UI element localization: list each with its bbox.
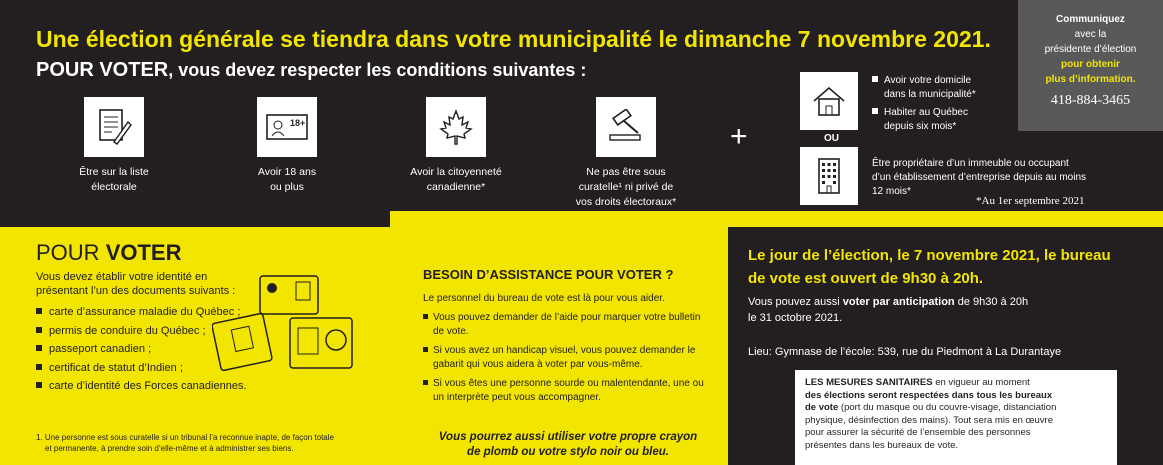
advance-strong: voter par anticipation: [842, 296, 955, 308]
condition-voter-list: [44, 97, 184, 195]
sanit-text: pour assurer la sécurité de l’ensemble des personnes: [805, 427, 1031, 438]
sanit-strong: des élections seront respectées dans tous les bureaux: [805, 389, 1053, 401]
condition-line: curatelle¹ ni privé de: [578, 181, 674, 193]
condition-line: ou plus: [270, 181, 304, 193]
list-item: passeport canadien ;: [36, 340, 247, 359]
condition-line: Avoir la citoyenneté: [410, 166, 502, 178]
list-item: Si vous avez un handicap visuel, vous pouvez demander le gabarit qui vous aidera à voter par vous-même.: [423, 344, 713, 371]
list-item: Si vous êtes une personne sourde ou malentendante, une ou un interprète peut vous accompagner.: [423, 377, 713, 404]
footnote-curatelle: [36, 432, 334, 454]
sanit-strong: LES MESURES SANITAIRES: [805, 377, 933, 388]
condition-line: Être sur la liste: [79, 166, 149, 178]
owner-line: d’un établissement d’entreprise depuis au moins: [872, 172, 1087, 183]
subhead-strong: POUR VOTER: [36, 59, 169, 81]
owner-line: 12 mois*: [872, 186, 911, 197]
condition-line: canadienne*: [426, 181, 486, 193]
pour-voter-intro: [36, 270, 235, 298]
residence-line: Avoir votre domicile: [884, 75, 972, 86]
or-label: OU: [824, 133, 839, 144]
list-item: certificat de statut d’Indien ;: [36, 359, 247, 378]
residence-line: Habiter au Québec: [884, 107, 968, 118]
list-item: carte d’assurance maladie du Québec ;: [36, 303, 247, 322]
note-line: Vous pourrez aussi utiliser votre propre crayon: [438, 431, 698, 443]
id-18-icon: [257, 97, 317, 157]
condition-rights: [556, 97, 696, 210]
contact-line: pour obtenir: [1061, 59, 1120, 70]
assistance-intro: Le personnel du bureau de vote est là pour vous aider.: [423, 293, 665, 304]
note-line: de plomb ou votre stylo noir ou bleu.: [467, 446, 669, 458]
sanit-text: en vigueur au moment: [932, 377, 1030, 388]
list-item: Vous pouvez demander de l’aide pour marquer votre bulletin de vote.: [423, 311, 713, 338]
heading-line: Le jour de l’élection, le 7 novembre 2021, le bureau: [748, 247, 1111, 264]
sanit-text: physique, désinfection des mains). Tout sera mis en œuvre: [805, 414, 1053, 426]
condition-citizenship: [386, 97, 526, 195]
title-part: POUR: [36, 240, 106, 265]
intro-line: présentant l’un des documents suivants :: [36, 285, 236, 297]
election-day-heading: [748, 244, 1148, 290]
checklist-icon: [84, 97, 144, 157]
footnote-line: 1. Une personne est sous curatelle si un tribunal l’a reconnue inapte, de façon totale: [36, 433, 334, 442]
intro-line: Vous devez établir votre identité en: [36, 271, 208, 283]
contact-line: Communiquez: [1056, 14, 1125, 25]
advance-vote: [748, 294, 1028, 326]
pencil-note: [423, 430, 713, 460]
owner-line: Être propriétaire d’un immeuble ou occupant: [872, 158, 1069, 169]
condition-line: Avoir 18 ans: [257, 166, 317, 178]
residence-line: dans la municipalité*: [884, 89, 976, 100]
sanitary-measures-box: [795, 370, 1117, 465]
id-documents-illustration: [212, 272, 362, 372]
residence-item-quebec: [872, 106, 968, 134]
contact-line: plus d’information.: [1045, 74, 1136, 85]
contact-line: présidente d’élection: [1044, 44, 1137, 55]
advance-date: le 31 octobre 2021.: [748, 312, 843, 324]
phone-number[interactable]: 418-884-3465: [1050, 93, 1131, 108]
residence-item-domicile: [872, 74, 976, 102]
condition-line: vos droits électoraux*: [575, 196, 677, 208]
sanit-strong: de vote: [805, 402, 839, 413]
subhead: [36, 59, 586, 82]
advance-text: de 9h30 à 20h: [954, 296, 1029, 308]
assistance-list: [423, 311, 713, 410]
contact-line: avec la: [1074, 29, 1107, 40]
condition-age: [217, 97, 357, 195]
building-icon: [800, 147, 858, 205]
residence-owner: [872, 157, 1086, 199]
location: Lieu: Gymnase de l’école: 539, rue du Piedmont à La Durantaye: [748, 346, 1062, 358]
house-icon: [800, 72, 858, 130]
plus-icon: +: [730, 120, 748, 153]
condition-line: Ne pas être sous: [586, 166, 666, 178]
svg-text:18+: 18+: [290, 118, 306, 128]
contact-box: [1018, 0, 1163, 131]
residence-line: depuis six mois*: [884, 121, 957, 132]
maple-leaf-icon: [426, 97, 486, 157]
pour-voter-title: [36, 240, 181, 266]
gavel-icon: [596, 97, 656, 157]
yellow-band: [390, 211, 1163, 228]
heading-line: de vote est ouvert de 9h30 à 20h.: [748, 270, 984, 287]
sanit-text: (port du masque ou du couvre-visage, distanciation: [838, 402, 1057, 413]
sanit-text: présentes dans les bureaux de vote.: [805, 439, 959, 451]
advance-text: Vous pouvez aussi: [748, 296, 843, 308]
assistance-title: BESOIN D’ASSISTANCE POUR VOTER ?: [423, 267, 674, 282]
headline: Une élection générale se tiendra dans votre municipalité le dimanche 7 novembre 2021.: [36, 26, 991, 52]
list-item: carte d’identité des Forces canadiennes.: [36, 377, 247, 396]
subhead-rest: , vous devez respecter les conditions suivantes :: [168, 60, 587, 80]
condition-line: électorale: [91, 181, 137, 193]
list-item: permis de conduire du Québec ;: [36, 322, 247, 341]
date-footnote: *Au 1er septembre 2021: [976, 195, 1085, 207]
footnote-line: et permanente, à prendre soin d’elle-même et à administrer ses biens.: [45, 444, 294, 453]
title-part: VOTER: [105, 240, 182, 265]
